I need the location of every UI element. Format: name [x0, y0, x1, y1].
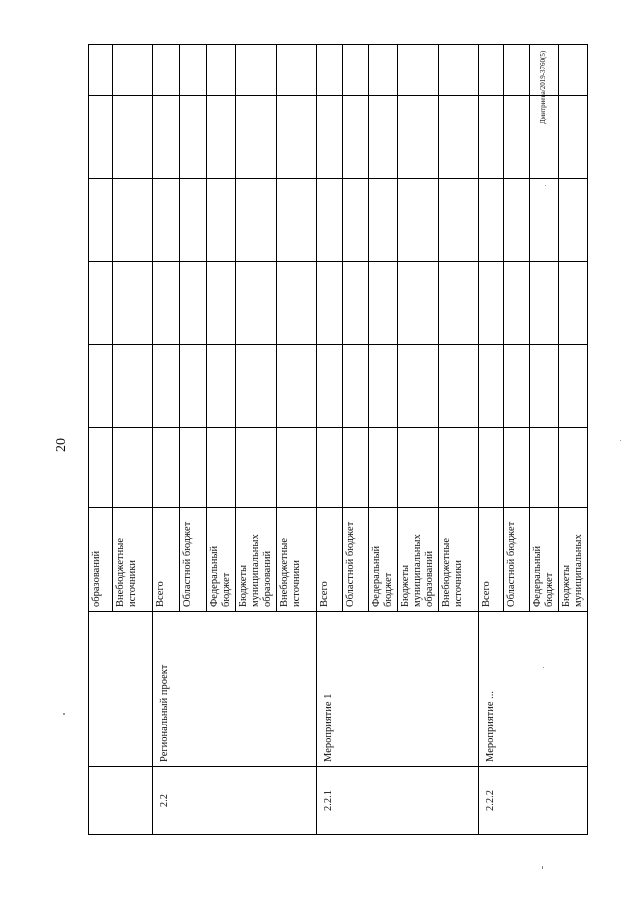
value-cell	[559, 179, 588, 262]
value-cell	[530, 345, 559, 428]
budget-table	[88, 45, 586, 835]
funding-source-cell: Областной бюджет	[504, 508, 530, 612]
value-cell	[153, 428, 180, 508]
value-cell	[439, 96, 479, 179]
value-cell	[479, 428, 504, 508]
funding-source-cell: Бюджеты муниципальных образований	[236, 508, 277, 612]
value-cell	[317, 45, 343, 96]
row-name-cell	[89, 612, 153, 767]
value-cell	[530, 179, 559, 262]
value-cell	[504, 179, 530, 262]
value-cell	[559, 428, 588, 508]
value-cell	[153, 262, 180, 345]
value-cell	[207, 262, 236, 345]
value-cell	[504, 428, 530, 508]
value-cell	[207, 96, 236, 179]
value-cell	[89, 262, 113, 345]
value-cell	[479, 262, 504, 345]
value-cell	[207, 345, 236, 428]
document-id: Дмитриева/2019-3760(5)	[539, 50, 547, 124]
value-cell	[180, 45, 207, 96]
value-cell	[504, 96, 530, 179]
scan-speck	[545, 185, 546, 186]
value-cell	[153, 179, 180, 262]
table-row	[479, 45, 504, 835]
funding-source-cell: Федеральный бюджет	[369, 508, 398, 612]
value-cell	[559, 345, 588, 428]
value-cell	[398, 262, 439, 345]
value-cell	[317, 179, 343, 262]
value-cell	[153, 345, 180, 428]
value-cell	[113, 45, 153, 96]
value-cell	[113, 262, 153, 345]
value-cell	[236, 262, 277, 345]
value-cell	[180, 262, 207, 345]
funding-source-cell: Внебюджетные источники	[113, 508, 153, 612]
value-cell	[207, 428, 236, 508]
funding-source-cell: Внебюджетные источники	[439, 508, 479, 612]
row-number-cell: 2.2.1	[317, 767, 479, 835]
value-cell	[479, 345, 504, 428]
funding-source-cell: образований	[89, 508, 113, 612]
value-cell	[439, 428, 479, 508]
funding-source-cell: Внебюджетные источники	[277, 508, 317, 612]
value-cell	[343, 262, 369, 345]
value-cell	[479, 45, 504, 96]
value-cell	[439, 262, 479, 345]
value-cell	[343, 345, 369, 428]
table-body	[89, 45, 588, 835]
value-cell	[207, 45, 236, 96]
scan-speck	[63, 713, 65, 715]
value-cell	[343, 428, 369, 508]
row-number-cell: 2.2	[153, 767, 317, 835]
budget-table-grid	[88, 44, 588, 835]
row-name-cell: Региональный проект	[153, 612, 317, 767]
scan-speck	[620, 440, 621, 441]
value-cell	[343, 179, 369, 262]
scan-speck	[542, 866, 543, 869]
value-cell	[559, 96, 588, 179]
funding-source-cell: Областной бюджет	[343, 508, 369, 612]
row-name-cell: Мероприятие 1	[317, 612, 479, 767]
value-cell	[89, 96, 113, 179]
value-cell	[530, 96, 559, 179]
value-cell	[479, 179, 504, 262]
value-cell	[153, 96, 180, 179]
value-cell	[317, 96, 343, 179]
value-cell	[398, 96, 439, 179]
funding-source-cell: Бюджеты муниципальных образований	[398, 508, 439, 612]
value-cell	[504, 45, 530, 96]
table-row	[89, 45, 113, 835]
value-cell	[559, 45, 588, 96]
value-cell	[439, 345, 479, 428]
value-cell	[113, 96, 153, 179]
value-cell	[439, 45, 479, 96]
value-cell	[343, 96, 369, 179]
value-cell	[369, 262, 398, 345]
value-cell	[236, 345, 277, 428]
funding-source-cell: Всего	[479, 508, 504, 612]
value-cell	[398, 345, 439, 428]
row-number-cell	[89, 767, 153, 835]
value-cell	[277, 345, 317, 428]
funding-source-cell: Всего	[317, 508, 343, 612]
value-cell	[439, 179, 479, 262]
value-cell	[369, 96, 398, 179]
value-cell	[343, 45, 369, 96]
value-cell	[113, 179, 153, 262]
value-cell	[277, 45, 317, 96]
value-cell	[89, 428, 113, 508]
value-cell	[89, 179, 113, 262]
value-cell	[369, 428, 398, 508]
value-cell	[277, 428, 317, 508]
value-cell	[369, 179, 398, 262]
value-cell	[530, 262, 559, 345]
value-cell	[277, 262, 317, 345]
value-cell	[504, 345, 530, 428]
value-cell	[180, 179, 207, 262]
value-cell	[398, 179, 439, 262]
value-cell	[236, 45, 277, 96]
value-cell	[317, 428, 343, 508]
value-cell	[479, 96, 504, 179]
row-name-cell: Мероприятие ...	[479, 612, 588, 767]
value-cell	[236, 428, 277, 508]
value-cell	[180, 428, 207, 508]
page-number: 20	[54, 438, 69, 452]
funding-source-cell: Бюджеты муниципальных	[559, 508, 588, 612]
value-cell	[317, 345, 343, 428]
value-cell	[277, 179, 317, 262]
row-number-cell: 2.2.2	[479, 767, 588, 835]
value-cell	[317, 262, 343, 345]
value-cell	[207, 179, 236, 262]
value-cell	[113, 345, 153, 428]
value-cell	[89, 45, 113, 96]
value-cell	[180, 96, 207, 179]
table-row	[317, 45, 343, 835]
value-cell	[180, 345, 207, 428]
value-cell	[504, 262, 530, 345]
value-cell	[369, 45, 398, 96]
funding-source-cell: Областной бюджет	[180, 508, 207, 612]
value-cell	[153, 45, 180, 96]
value-cell	[277, 96, 317, 179]
value-cell	[559, 262, 588, 345]
value-cell	[398, 428, 439, 508]
scan-speck	[543, 667, 544, 668]
value-cell	[236, 179, 277, 262]
funding-source-cell: Всего	[153, 508, 180, 612]
table-row	[153, 45, 180, 835]
value-cell	[236, 96, 277, 179]
value-cell	[113, 428, 153, 508]
value-cell	[398, 45, 439, 96]
value-cell	[369, 345, 398, 428]
value-cell	[530, 428, 559, 508]
funding-source-cell: Федеральный бюджет	[530, 508, 559, 612]
funding-source-cell: Федеральный бюджет	[207, 508, 236, 612]
value-cell	[89, 345, 113, 428]
value-cell	[530, 45, 559, 96]
